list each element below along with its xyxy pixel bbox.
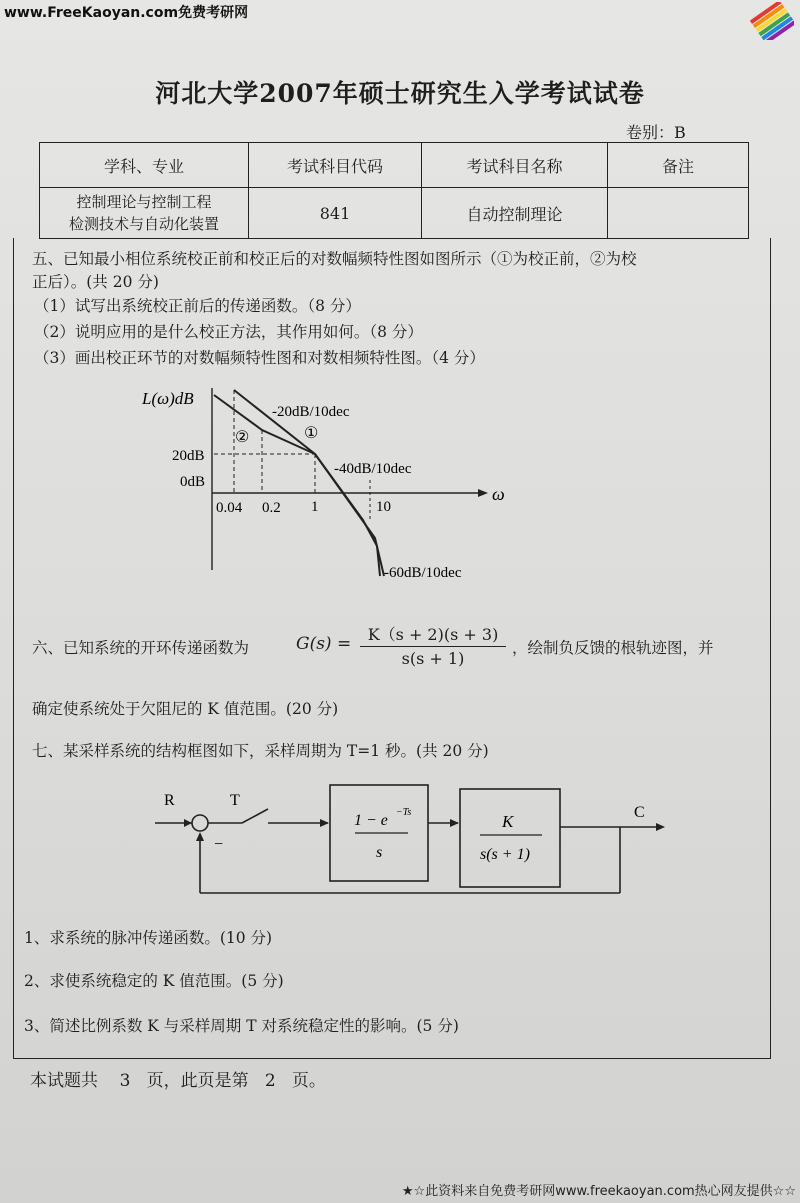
x-axis-arrow: [478, 489, 488, 497]
ytick-20db: 20dB: [172, 448, 205, 464]
xtick-1: 1: [311, 499, 319, 515]
zoh-den: s: [376, 844, 383, 861]
curve-after: [214, 395, 380, 576]
page-footer: 本试题共 3 页，此页是第 2 页。: [30, 1071, 326, 1091]
cell-code: 841: [249, 188, 422, 239]
discipline-1: 控制理论与控制工程: [76, 193, 212, 211]
output-c: C: [634, 804, 645, 821]
cell-name: 自动控制理论: [422, 188, 608, 239]
plant-block: [460, 789, 560, 887]
q6-prefix: 六、已知系统的开环传递函数为: [32, 639, 250, 657]
watermark-bottom: ★☆此资料来自免费考研网www.freekaoyan.com热心网友提供☆☆: [401, 1184, 796, 1199]
col-code: 考试科目代码: [249, 143, 422, 188]
q5-line1: 五、已知最小相位系统校正前和校正后的对数幅频特性图如图所示（①为校正前，②为校: [32, 250, 637, 268]
q5-line2: 正后）。(共 20 分): [32, 273, 159, 291]
cell-remark: [608, 188, 749, 239]
feedback-arrow: [196, 832, 204, 841]
q5-sub3: （3）画出校正环节的对数幅频特性图和对数相频特性图。（4 分）: [34, 349, 485, 367]
sampler-t: T: [230, 792, 240, 809]
slope-20: -20dB/10dec: [272, 404, 350, 420]
sum-junction: [192, 815, 208, 831]
mark-after: ②: [235, 429, 250, 446]
col-remark: 备注: [608, 143, 749, 188]
q6-line2: 确定使系统处于欠阻尼的 K 值范围。(20 分): [32, 700, 339, 718]
q6-denominator: s(s + 1): [401, 649, 465, 668]
header-table: [39, 142, 749, 239]
xtick-10: 10: [376, 499, 391, 515]
q5-sub1: （1）试写出系统校正前后的传递函数。（8 分）: [34, 297, 361, 315]
q6-g-lhs: G(s) =: [296, 634, 352, 654]
watermark-top: www.FreeKaoyan.com免费考研网: [4, 5, 249, 21]
discipline-2: 检测技术与自动化装置: [68, 215, 219, 233]
q6-numerator: K（s + 2)(s + 3): [360, 622, 506, 647]
ytick-0db: 0dB: [180, 474, 206, 490]
site-logo-icon: [750, 2, 794, 40]
bode-xlabel: ω: [492, 484, 505, 504]
zoh-num: 1 − e: [354, 812, 388, 829]
paper-type: 卷别：B: [626, 123, 686, 142]
plant-den: s(s + 1): [480, 846, 530, 863]
block-diagram: [150, 775, 680, 905]
plant-in-arrow: [450, 819, 459, 827]
slope-60: -60dB/10dec: [384, 565, 462, 581]
input-r: R: [164, 792, 175, 809]
input-arrow: [184, 819, 192, 827]
plant-num: K: [502, 812, 514, 831]
q5-sub2: （2）说明应用的是什么校正方法，其作用如何。（8 分）: [34, 323, 423, 341]
bode-ylabel: L(ω)dB: [142, 389, 194, 408]
zoh-in-arrow: [320, 819, 329, 827]
mark-before: ①: [304, 425, 319, 442]
zoh-exp: −Ts: [396, 807, 412, 818]
bode-plot: [130, 380, 510, 590]
q7-sub3: 3、简述比例系数 K 与采样周期 T 对系统稳定性的影响。(5 分): [24, 1017, 459, 1035]
col-discipline: 学科、专业: [40, 143, 249, 188]
xtick-02: 0.2: [262, 500, 281, 516]
q7-sub1: 1、求系统的脉冲传递函数。(10 分): [24, 929, 273, 947]
q7-line1: 七、某采样系统的结构框图如下，采样周期为 T=1 秒。(共 20 分): [32, 742, 489, 760]
q7-sub2: 2、求使系统稳定的 K 值范围。(5 分): [24, 972, 284, 990]
slope-40: -40dB/10dec: [334, 461, 412, 477]
sum-minus: −: [214, 836, 224, 853]
sampler-switch: [242, 809, 268, 823]
output-arrow: [656, 823, 665, 831]
col-name: 考试科目名称: [422, 143, 608, 188]
xtick-004: 0.04: [216, 500, 243, 516]
cell-discipline: [40, 188, 249, 239]
q6-suffix: ，绘制负反馈的根轨迹图，并: [512, 639, 714, 657]
exam-title: 河北大学2007年硕士研究生入学考试试卷: [155, 79, 645, 108]
